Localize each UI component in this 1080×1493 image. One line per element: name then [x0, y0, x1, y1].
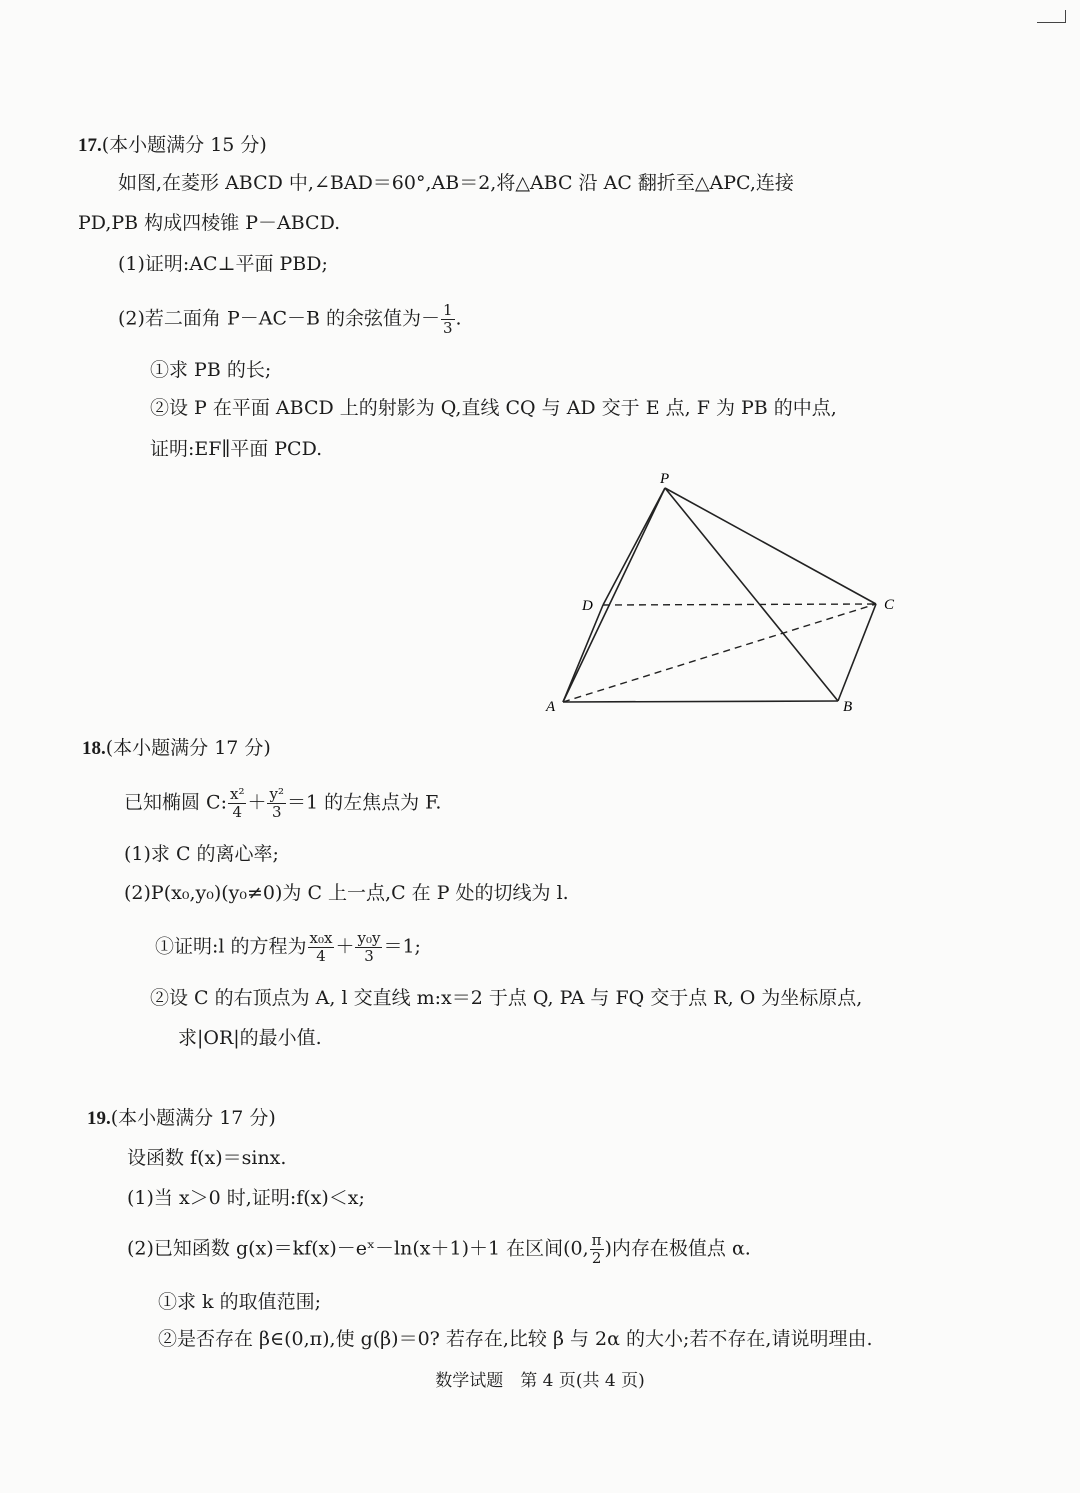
fraction-numerator: y²	[269, 785, 284, 803]
q18-score: (本小题满分 17 分)	[105, 737, 271, 759]
q18-fraction-x	[228, 786, 246, 821]
fraction-numerator: x²	[229, 785, 245, 803]
q18-part1: (1)求 C 的离心率;	[124, 843, 279, 865]
q17-intro-line1: 如图,在菱形 ABCD 中,∠BAD＝60°,AB＝2,将△ABC 沿 AC 翻折至△APC,连接	[118, 172, 794, 194]
q18-sub2-line1: ②设 C 的右顶点为 A, l 交直线 m:x＝2 于点 Q, PA 与 FQ 交于点 R, O 为坐标原点,	[150, 987, 863, 1009]
q18-number: 18.	[82, 738, 106, 759]
fraction-denominator: 3	[271, 803, 282, 821]
q17-part2-suffix: .	[455, 307, 462, 330]
q18-sub1-fraction-1	[308, 930, 335, 965]
fraction-numerator: 1	[443, 301, 453, 319]
edge-PD	[603, 488, 665, 605]
edge-BC	[838, 604, 876, 701]
q18-sub1-suffix: ＝1;	[383, 935, 421, 958]
label-P: P	[660, 471, 670, 487]
label-C: C	[884, 597, 895, 613]
q19-score: (本小题满分 17 分)	[110, 1107, 276, 1129]
edge-PB	[665, 488, 838, 701]
plus-sign: ＋	[335, 935, 355, 958]
fraction-numerator: π	[591, 1231, 602, 1249]
q19-sub2: ②是否存在 β∈(0,π),使 g(β)＝0? 若存在,比较 β 与 2α 的大小;若不存在,请说明理由.	[158, 1328, 873, 1350]
q19-part1: (1)当 x＞0 时,证明:f(x)＜x;	[127, 1187, 365, 1209]
q17-part2-text: (2)若二面角 P－AC－B 的余弦值为－	[118, 307, 440, 330]
q17-number: 17.	[78, 135, 102, 156]
label-A: A	[546, 699, 556, 715]
q18-sub1-fraction-2	[355, 930, 382, 965]
q18-part2: (2)P(x₀,y₀)(y₀≠0)为 C 上一点,C 在 P 处的切线为 l.	[124, 882, 569, 904]
q18-intro	[124, 786, 441, 821]
fraction-denominator: 4	[316, 947, 326, 965]
q17-sub1: ①求 PB 的长;	[150, 359, 272, 381]
q18-header	[82, 735, 271, 762]
q19-intro: 设函数 f(x)＝sinx.	[127, 1147, 287, 1169]
q17-sub2-line2: 证明:EF∥平面 PCD.	[150, 438, 323, 460]
page-footer: 数学试题 第 4 页(共 4 页)	[435, 1371, 645, 1391]
q17-part1: (1)证明:AC⊥平面 PBD;	[118, 253, 328, 275]
edge-AC-hidden	[563, 604, 876, 702]
q18-sub2-line2: 求|OR|的最小值.	[178, 1027, 322, 1049]
q18-sub1	[155, 930, 421, 965]
pyramid-figure	[540, 465, 920, 725]
q18-intro-suffix: ＝1 的左焦点为 F.	[286, 791, 442, 814]
label-B: B	[843, 699, 853, 715]
q19-part2-text: (2)已知函数 g(x)＝kf(x)－eˣ－ln(x＋1)＋1 在区间(0,	[127, 1237, 589, 1260]
label-D: D	[582, 598, 593, 614]
q19-number: 19.	[87, 1108, 111, 1129]
q17-part2-fraction	[441, 302, 455, 337]
q17-header	[78, 132, 267, 159]
q19-part2-fraction	[590, 1232, 604, 1267]
q18-fraction-y	[267, 786, 286, 821]
q19-part2-suffix: )内存在极值点 α.	[604, 1237, 751, 1260]
edge-DC-hidden	[603, 604, 876, 605]
q18-sub1-text: ①证明:l 的方程为	[155, 935, 307, 958]
q17-score: (本小题满分 15 分)	[101, 134, 267, 156]
fraction-numerator: y₀y	[357, 929, 381, 947]
edge-DA	[563, 605, 603, 702]
plus-sign: ＋	[247, 791, 267, 814]
fraction-denominator: 3	[364, 947, 374, 965]
fraction-denominator: 2	[591, 1249, 602, 1267]
fraction-denominator: 3	[443, 319, 453, 337]
q17-sub2-line1: ②设 P 在平面 ABCD 上的射影为 Q,直线 CQ 与 AD 交于 E 点, F 为 PB 的中点,	[150, 397, 837, 419]
q17-intro-line2: PD,PB 构成四棱锥 P－ABCD.	[78, 212, 341, 234]
fraction-numerator: x₀x	[309, 929, 333, 947]
q17-part2	[118, 302, 462, 337]
edge-PA	[563, 488, 665, 702]
edge-AB	[563, 701, 838, 702]
fraction-denominator: 4	[232, 803, 242, 821]
page-corner-mark	[1037, 10, 1066, 23]
edge-PC	[665, 488, 876, 604]
q19-part2	[127, 1232, 751, 1267]
q19-header	[87, 1105, 276, 1132]
q19-sub1: ①求 k 的取值范围;	[158, 1291, 321, 1313]
q18-intro-text: 已知椭圆 C:	[124, 791, 227, 814]
